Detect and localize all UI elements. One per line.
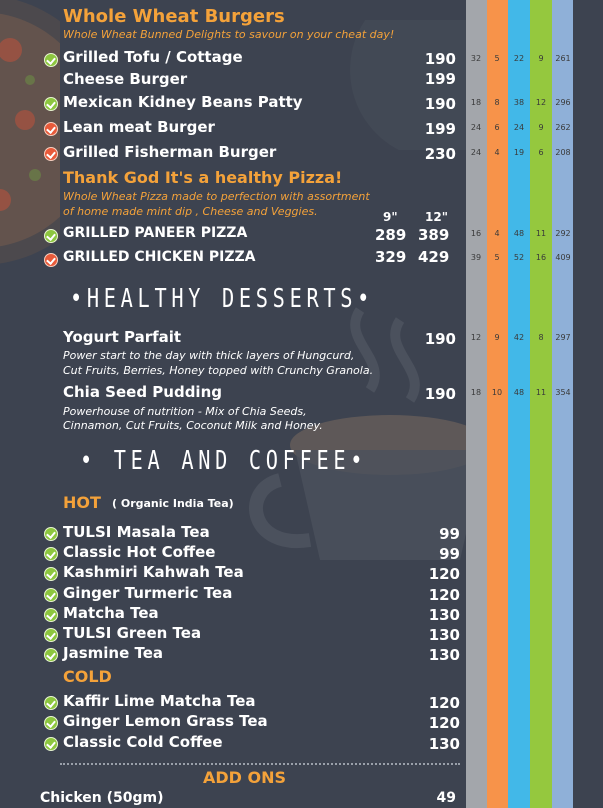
nutrition-value: 6 [494, 123, 500, 132]
menu-item-name: Chicken (50gm) [40, 790, 164, 806]
nutrition-value: 12 [535, 98, 547, 107]
hot-label: HOT [63, 493, 101, 512]
nutrition-value: 48 [513, 229, 525, 238]
nutrition-columns [466, 0, 603, 808]
menu-item-description: Power start to the day with thick layers of Hungcurd, [63, 349, 355, 362]
nutrition-value: 354 [555, 388, 571, 397]
menu-item-price: 99 [439, 545, 460, 563]
menu-item-name: Classic Hot Coffee [63, 543, 216, 561]
menu-item-price: 190 [424, 330, 456, 348]
menu-item-price: 49 [436, 790, 456, 806]
menu-item-price-large: 389 [418, 226, 450, 244]
cold-label: COLD [63, 667, 112, 686]
nutrition-value: 16 [470, 229, 482, 238]
menu-item-name: Ginger Turmeric Tea [63, 584, 233, 602]
nutrition-value: 22 [513, 54, 525, 63]
menu-item-price-small: 329 [375, 248, 407, 266]
pizza-illustration [0, 0, 60, 290]
menu-item-name: Grilled Fisherman Burger [63, 143, 277, 161]
non-veg-icon [44, 253, 58, 267]
veg-icon [44, 527, 58, 541]
menu-item-name: Chia Seed Pudding [63, 383, 222, 401]
menu-item-name: Ginger Lemon Grass Tea [63, 712, 268, 730]
pizza-subtitle-line2: of home made mint dip , Cheese and Veggies. [63, 205, 318, 218]
nutrition-value: 296 [555, 98, 571, 107]
nutrition-value: 9 [494, 333, 500, 342]
menu-item-price: 190 [424, 385, 456, 403]
veg-icon [44, 737, 58, 751]
menu-item-price: 120 [428, 565, 460, 583]
nutrition-value: 11 [535, 229, 547, 238]
menu-item-price: 120 [428, 586, 460, 604]
hot-note: ( Organic India Tea) [112, 497, 234, 510]
menu-item-name: Lean meat Burger [63, 118, 215, 136]
pizza-title: Thank God It's a healthy Pizza! [63, 168, 343, 187]
veg-icon [44, 97, 58, 111]
nutrition-value: 24 [470, 123, 482, 132]
menu-item-price: 130 [428, 646, 460, 664]
nutrition-value: 9 [538, 54, 544, 63]
nutrition-value: 262 [555, 123, 571, 132]
menu-item-name: Jasmine Tea [63, 644, 164, 662]
nutrition-column-edge [573, 0, 603, 808]
menu-item-price-large: 429 [418, 248, 450, 266]
menu-item-name: Matcha Tea [63, 604, 159, 622]
nutrition-value: 52 [513, 253, 525, 262]
nutrition-column-protein [466, 0, 487, 808]
menu-item-name: Yogurt Parfait [63, 328, 182, 346]
menu-item-name: TULSI Masala Tea [63, 523, 210, 541]
veg-icon [44, 567, 58, 581]
veg-icon [44, 648, 58, 662]
nutrition-value: 6 [538, 148, 544, 157]
veg-icon [44, 608, 58, 622]
menu-item-price: 199 [424, 70, 456, 88]
nutrition-value: 12 [470, 333, 482, 342]
pizza-subtitle-line1: Whole Wheat Pizza made to perfection with assortment [63, 190, 370, 203]
nutrition-value: 8 [494, 98, 500, 107]
non-veg-icon [44, 122, 58, 136]
nutrition-column-fiber [530, 0, 552, 808]
menu-item-name: GRILLED PANEER PIZZA [63, 225, 248, 241]
nutrition-value: 16 [535, 253, 547, 262]
veg-icon [44, 696, 58, 710]
nutrition-value: 38 [513, 98, 525, 107]
nutrition-value: 297 [555, 333, 571, 342]
nutrition-column-carbs [508, 0, 530, 808]
menu-item-name: Kaffir Lime Matcha Tea [63, 692, 256, 710]
nutrition-value: 18 [470, 388, 482, 397]
nutrition-column-calories [552, 0, 573, 808]
menu-item-price: 199 [424, 120, 456, 138]
nutrition-column-fat [487, 0, 508, 808]
menu-item-price: 130 [428, 735, 460, 753]
nutrition-value: 5 [494, 253, 500, 262]
menu-item-description: Powerhouse of nutrition - Mix of Chia Seeds, [63, 405, 307, 418]
menu-item-name: TULSI Green Tea [63, 624, 202, 642]
menu-item-name: Kashmiri Kahwah Tea [63, 563, 244, 581]
burgers-title: Whole Wheat Burgers [63, 6, 285, 27]
menu-item-name: Grilled Tofu / Cottage [63, 48, 243, 66]
nutrition-value: 24 [513, 123, 525, 132]
nutrition-value: 32 [470, 54, 482, 63]
veg-icon [44, 716, 58, 730]
nutrition-value: 48 [513, 388, 525, 397]
addons-title: ADD ONS [203, 768, 287, 787]
burgers-subtitle: Whole Wheat Bunned Delights to savour on your cheat day! [63, 28, 395, 41]
nutrition-value: 39 [470, 253, 482, 262]
veg-icon [44, 53, 58, 67]
nutrition-value: 18 [470, 98, 482, 107]
menu-item-price: 190 [424, 95, 456, 113]
nutrition-value: 5 [494, 54, 500, 63]
nutrition-value: 261 [555, 54, 571, 63]
nutrition-value: 19 [513, 148, 525, 157]
veg-icon [44, 628, 58, 642]
menu-item-price: 230 [424, 145, 456, 163]
menu-item-description: Cut Fruits, Berries, Honey topped with Crunchy Granola. [63, 364, 374, 377]
menu-item-name: Mexican Kidney Beans Patty [63, 93, 303, 111]
size-large-label: 12" [425, 210, 448, 224]
nutrition-value: 10 [491, 388, 503, 397]
menu-item-name: GRILLED CHICKEN PIZZA [63, 249, 256, 265]
tea-coffee-heading: • TEA AND COFFEE• [80, 446, 368, 476]
non-veg-icon [44, 147, 58, 161]
nutrition-value: 208 [555, 148, 571, 157]
veg-icon [44, 588, 58, 602]
menu-item-price-small: 289 [375, 226, 407, 244]
veg-icon [44, 547, 58, 561]
veg-icon [44, 229, 58, 243]
menu-item-name: Cheese Burger [63, 70, 188, 88]
nutrition-value: 8 [538, 333, 544, 342]
nutrition-value: 292 [555, 229, 571, 238]
menu-item-price: 120 [428, 714, 460, 732]
nutrition-value: 4 [494, 148, 500, 157]
menu-item-name: Classic Cold Coffee [63, 733, 223, 751]
nutrition-value: 11 [535, 388, 547, 397]
nutrition-value: 4 [494, 229, 500, 238]
nutrition-value: 42 [513, 333, 525, 342]
nutrition-value: 9 [538, 123, 544, 132]
size-small-label: 9" [383, 210, 398, 224]
menu-item-price: 190 [424, 50, 456, 68]
nutrition-value: 24 [470, 148, 482, 157]
section-divider [60, 763, 460, 765]
menu-item-description: Cinnamon, Cut Fruits, Coconut Milk and Honey. [63, 419, 323, 432]
nutrition-value: 409 [555, 253, 571, 262]
menu-item-price: 130 [428, 606, 460, 624]
menu-item-price: 120 [428, 694, 460, 712]
menu-item-price: 130 [428, 626, 460, 644]
desserts-heading: •HEALTHY DESSERTS• [70, 284, 375, 314]
menu-item-price: 99 [439, 525, 460, 543]
